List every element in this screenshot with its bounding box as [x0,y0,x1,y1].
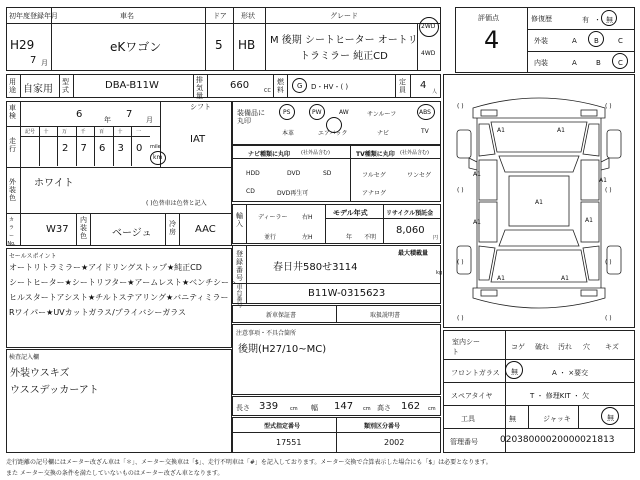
shift-label: シフト [190,103,211,111]
equip-navi: ナビ [377,130,390,137]
interior-b: B [596,59,601,67]
footer-line-2: また メーター交換の条件を満たしていないものはメーター改ざん車となります。 [6,470,224,477]
color-value: ホワイト [34,178,74,189]
navi-types-title: ナビ種類に丸印 [248,151,291,158]
damage-mark-9: A1 [561,275,569,282]
exterior-a: A [572,37,577,45]
equip-abs: ABS [419,109,431,116]
sheet-tear: 破れ [535,343,549,351]
width-unit: cm [363,406,371,412]
fuel-options: D・HV・( ) [311,83,349,91]
repair-sep: ・ [594,16,601,24]
score-value: 4 [484,26,500,54]
front-glass-label: フロントガラス [451,369,500,377]
fuel-g: G [297,82,303,90]
length-unit: cm [290,406,298,412]
bracket-4: ( ) [605,187,612,194]
grade-line-2: トラミラー 純正CD [300,51,388,62]
sheet-scratch: キズ [605,343,619,351]
reg-month-unit: 月 [41,59,48,67]
inspection-year: 6 [76,109,83,120]
bracket-5: ( ) [457,259,464,266]
max-load-label: 最大積載量 [398,250,429,257]
selling-points-label: セールスポイント [9,253,57,260]
color-code-label: カラーNo. [7,217,16,247]
navi-sd: SD [323,170,332,177]
type-designation-value: 17551 [276,438,302,447]
equip-aw: AW [339,109,349,116]
mileage-divider [76,127,77,166]
mileage-header-line [20,136,150,137]
selling-point-4: Rワイパー★UVカットガラス/プライバシーガラス [9,308,186,317]
exterior-label: 外装 [534,37,548,45]
model-value: DBA-B11W [105,80,159,91]
mileage-digit: 0 [136,143,143,154]
capacity-unit: 人 [432,89,438,95]
selling-point-2: シートヒーター★シートリフター★アームレスト★ベンチシート [9,278,237,287]
category-number-value: 2002 [384,438,405,447]
equip-ps: PS [283,109,291,116]
new-car-warranty-label: 新車保証書 [266,312,297,319]
bracket-7: ( ) [457,315,464,322]
displacement-value: 660 [230,80,250,91]
damage-mark-2: A1 [557,127,565,134]
inspector-label: 検査記入欄 [9,354,40,361]
plate-label: 登録番号 [236,250,243,282]
height-value: 162 [401,401,421,412]
mileage-digit-header: 百 [99,129,105,135]
tools-value: 無 [509,415,516,423]
bracket-2: ( ) [605,103,612,110]
equip-sunroof: サンルーフ [367,111,397,118]
inspector-line-1: 外装ウスキズ [10,368,70,379]
mileage-divider [113,127,114,166]
tools-label: 工具 [461,415,475,423]
model-year-unit: 年 [346,234,353,241]
interior-color-value: ベージュ [112,228,152,239]
tv-analog: アナログ [362,190,387,197]
repair-no: 無 [606,16,613,24]
interior-label: 内装 [534,59,548,67]
interior-c: C [618,59,623,67]
selling-point-1: オートリトラミラー★アイドリングストップ★純正CD [9,263,202,272]
reg-era: H29 [10,38,35,52]
length-label: 長さ [236,404,250,412]
damage-mark-1: A1 [497,127,505,134]
damage-mark-7: A1 [585,217,593,224]
color-note: ( )色替車は色替と記入 [146,200,207,207]
length-value: 339 [259,401,279,412]
navi-types-note: (社外品含む) [301,150,330,156]
equip-tv: TV [421,128,429,135]
reg-date-label: 初年度登録年月 [9,12,58,20]
capacity-label: 定員 [399,78,406,94]
mileage-divider [39,127,40,166]
recycle-label: リサイクル預託金 [386,210,434,217]
import-left: 左H [302,234,313,241]
chassis-label: 車台番号 [236,284,243,309]
mileage-divider [57,127,58,166]
mileage-divider [94,127,95,166]
interior-color-label: 内装色 [80,216,87,240]
equip-pw: PW [312,109,322,116]
aircon-label: 冷房 [169,220,176,236]
door-label: ドア [213,12,227,20]
grade-label: グレード [330,12,358,20]
interior-a: A [572,59,577,67]
model-year-label: モデル年式 [333,209,368,217]
max-load-unit: kg [436,270,443,276]
aircon-value: AAC [195,224,216,235]
navi-dvd-play: DVD再生可 [277,190,309,197]
equip-leather: 本革 [282,130,295,137]
jack-label: ジャッキ [543,415,571,423]
mileage-label: 走行 [9,137,16,153]
chassis-value: B11W-0315623 [308,288,386,299]
sheet-hole: 穴 [583,343,590,351]
drive-4wd: 4WD [421,50,436,57]
import-parallel: 並行 [264,234,277,241]
inspection-year-unit: 年 [104,116,111,124]
shape-label: 形状 [241,12,255,20]
mileage-digit-header: 一 [136,129,142,135]
damage-mark-6: A1 [473,219,481,226]
tv-fullseg: フルセグ [362,172,386,179]
car-diagram [443,74,635,328]
inspection-month: 7 [126,109,133,120]
navi-cd: CD [246,188,255,195]
shift-value: IAT [190,134,206,145]
displacement-label: 排気量 [196,76,203,100]
room-sheet-label: 室内シート [452,338,480,356]
damage-mark-3: A1 [473,171,481,178]
score-label: 評価点 [478,14,499,22]
drive-2wd: 2WD [421,23,436,30]
category-number-label: 類別区分番号 [364,423,401,430]
recycle-value: 8,060 [396,225,425,236]
repair-yes: 有 [582,16,589,24]
mileage-digit: 6 [99,143,106,154]
bracket-6: ( ) [605,259,612,266]
mileage-digit: 3 [117,143,124,154]
type-designation-label: 型式指定番号 [264,423,301,430]
use-value: 自家用 [23,84,53,95]
shape: HB [238,38,256,52]
grade-line-1: M 後期 シートヒーター オートリ [270,35,418,46]
import-dealer: ディーラー [258,214,288,221]
displacement-unit: CC [264,88,271,94]
exterior-c: C [618,37,623,45]
mileage-divider [20,127,21,166]
color-code-value: W37 [46,224,69,235]
spare-tire-label: スペアタイヤ [451,392,493,400]
color-label: 外装色 [9,178,16,202]
bracket-3: ( ) [457,187,464,194]
import-right: 右H [302,214,313,221]
equip-airbag: エアバック [318,130,348,137]
sheet-dirt: 汚れ [558,343,572,351]
repair-label: 修復歴 [531,15,552,23]
front-glass-none: 無 [511,368,518,376]
use-label: 用途 [9,78,16,94]
mileage-digit-header: 記号 [25,129,36,135]
damage-mark-8: A1 [497,275,505,282]
doors: 5 [215,38,223,52]
damage-mark-4: A1 [599,177,607,184]
reg-month: 7 [30,55,37,66]
model-year-unknown: 不明 [364,234,377,241]
plate-value: 春日井580せ3114 [273,262,358,273]
car-name: eKワゴン [110,40,162,54]
footer-line-1: 走行距離の記号欄にはメーター改ざん車は「＊」、メーター交換車は「$」、走行不明車は「#」を記入しております。メーター交換で合算表示した場合にも「$」は必要となります。 [6,459,492,466]
equipment-label: 装備品に丸印 [237,109,265,125]
mileage-km: km [153,154,163,161]
mileage-divider [131,127,132,166]
damage-mark-5: A1 [535,199,543,206]
mileage-digit: 7 [80,143,87,154]
notes-value: 後期(H27/10~MC) [238,344,327,355]
height-unit: cm [428,406,436,412]
height-label: 高さ [377,404,391,412]
inspection-month-unit: 月 [146,116,153,124]
capacity-value: 4 [420,80,427,91]
management-value: 02038000020000021813 [500,435,615,445]
selling-point-3: ヒルスタートアシスト★チルトステアリング★バニティミラー [9,293,229,302]
exterior-b: B [594,37,599,45]
mileage-digit-header: 千 [80,129,86,135]
bracket-8: ( ) [605,315,612,322]
sheet-burn: コゲ [511,343,525,351]
spare-tire-options: T ・ 修理KIT ・ 欠 [530,392,590,400]
import-label: 輸入 [236,212,243,228]
spec-row [6,74,441,98]
width-label: 幅 [311,404,318,412]
bracket-1: ( ) [457,103,464,110]
car-name-label: 車名 [120,12,134,20]
width-value: 147 [334,401,354,412]
mileage-digit-header: 万 [62,129,68,135]
inspector-line-2: ウススデッカーアト [10,385,99,396]
mileage-mile: mile [150,144,161,150]
mileage-digit-header: 十 [43,129,49,135]
front-glass-options: A ・ ×要交 [552,369,589,377]
fuel-label: 燃料 [277,78,284,94]
navi-hdd: HDD [246,170,260,177]
manual-label: 取扱説明書 [370,312,401,319]
management-label: 管理番号 [450,438,478,446]
notes-label: 注意事項・不具合箇所 [236,330,297,337]
jack-value: 無 [607,414,614,422]
mileage-digit-header: 十 [117,129,123,135]
inspection-label: 車検 [9,104,16,120]
tv-oneseg: ワンセグ [407,172,432,179]
navi-dvd: DVD [287,170,301,177]
tv-types-title: TV種類に丸印 [356,151,395,158]
model-label: 型式 [62,78,69,94]
recycle-unit: 円 [433,235,439,241]
tv-types-note: (社外品含む) [400,150,429,156]
mileage-digit: 2 [62,143,69,154]
